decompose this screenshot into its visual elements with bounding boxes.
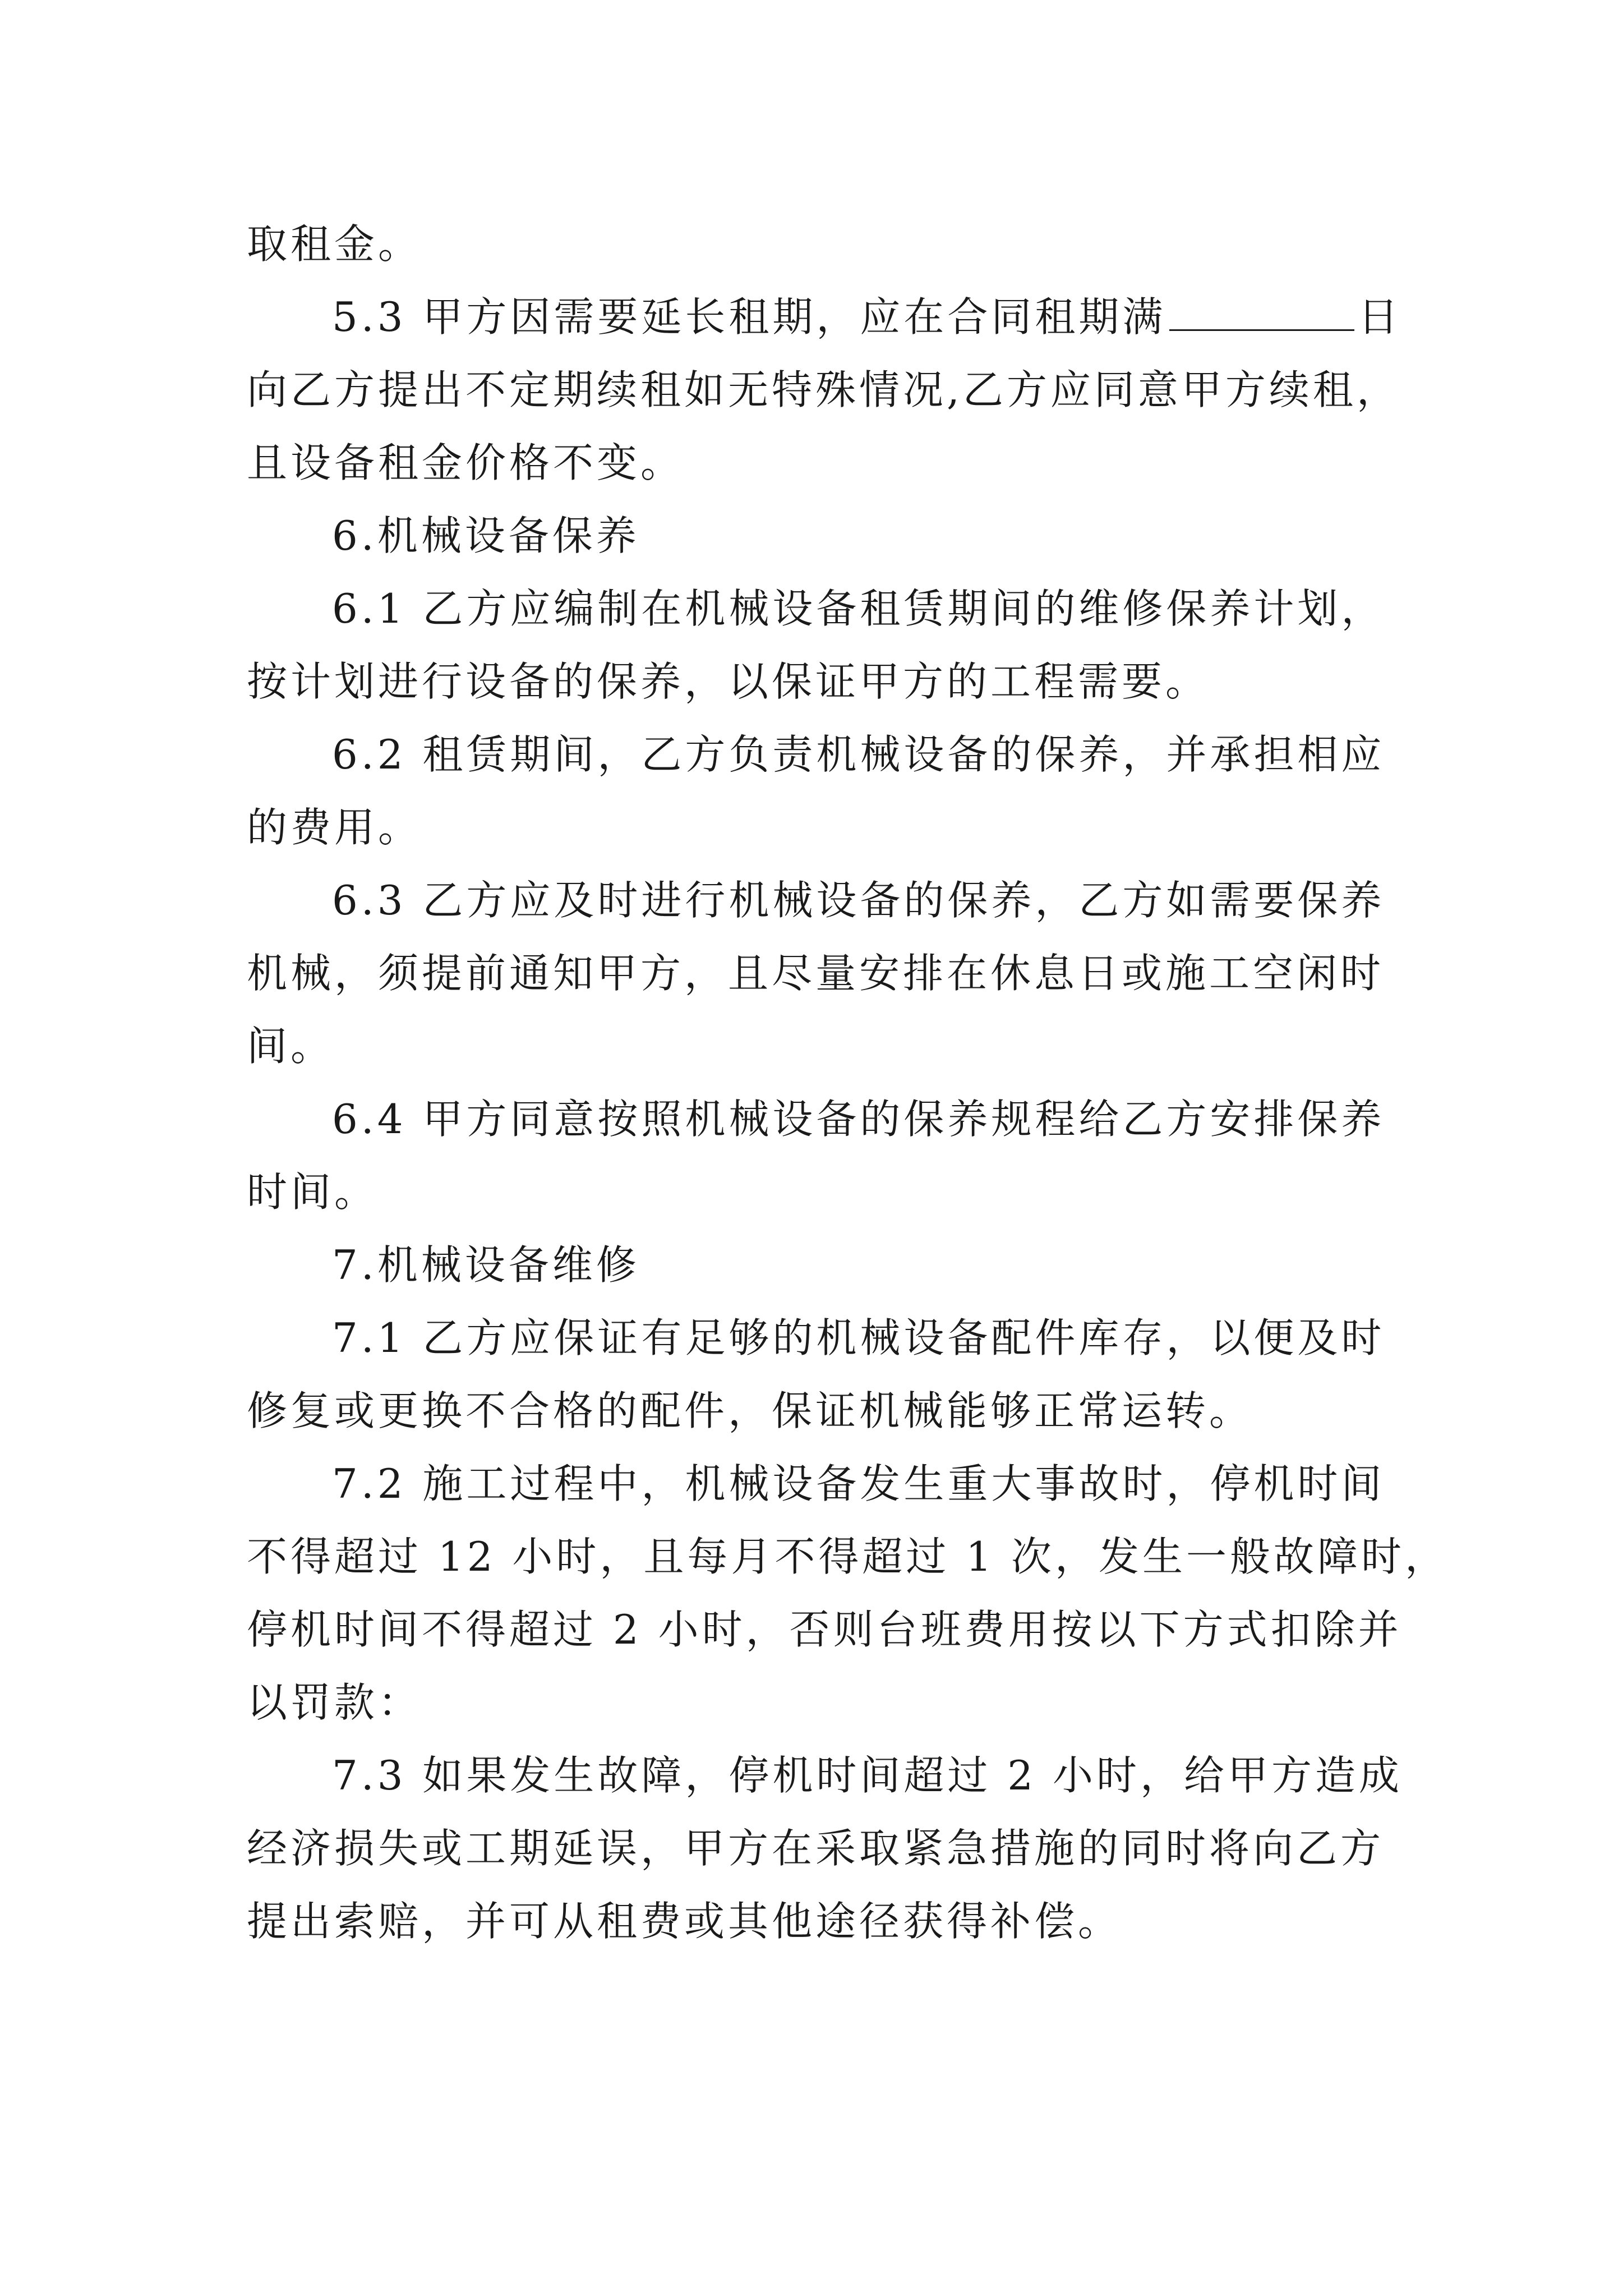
- text-line: [332, 726, 1510, 783]
- fill-in-blank: [1169, 296, 1354, 331]
- text-line: [247, 654, 1424, 710]
- text-line: [247, 1674, 1424, 1731]
- text-line-content: 提出索赔，并可从租费或其他途径获得补偿。: [247, 1898, 1122, 1945]
- text-line-content: 时间。: [247, 1168, 379, 1216]
- text-line: [332, 872, 1510, 928]
- text-line: [247, 945, 1424, 1001]
- text-line-content: 的费用。: [247, 804, 422, 851]
- text-line-content: 修复或更换不合格的配件，保证机械能够正常运转。: [247, 1387, 1253, 1434]
- section-heading: [332, 508, 1510, 564]
- text-line-content: 向乙方提出不定期续租如无特殊情况,乙方应同意甲方续租，: [247, 366, 1400, 413]
- text-line: [247, 1018, 1424, 1074]
- text-line-content: 机械，须提前通知甲方，且尽量安排在休息日或施工空闲时: [247, 950, 1385, 997]
- text-line: [332, 1091, 1510, 1147]
- text-line-content: 6.机械设备保养: [332, 512, 640, 559]
- text-line-content: 不得超过 12 小时，且每月不得超过 1 次，发生一般故障时，: [247, 1533, 1449, 1580]
- text-line-content: 且设备租金价格不变。: [247, 439, 685, 486]
- text-line-content: 7.3 如果发生故障，停机时间超过 2 小时，给甲方造成: [332, 1752, 1403, 1799]
- text-line: [247, 1383, 1424, 1439]
- text-line-content: 6.3 乙方应及时进行机械设备的保养，乙方如需要保养: [332, 877, 1385, 924]
- text-line-content: 6.2 租赁期间，乙方负责机械设备的保养，并承担相应: [332, 731, 1385, 778]
- text-line: [332, 1310, 1510, 1366]
- text-line: [247, 1820, 1424, 1876]
- text-line-content: 经济损失或工期延误，甲方在采取紧急措施的同时将向乙方: [247, 1825, 1385, 1872]
- text-line: [247, 1602, 1424, 1658]
- text-line: [332, 581, 1510, 637]
- text-line-content: 5.3 甲方因需要延长租期，应在合同租期满: [332, 293, 1166, 341]
- text-line: [332, 289, 1510, 345]
- text-line: [332, 1456, 1510, 1512]
- text-line-content: 日: [1358, 293, 1402, 341]
- text-line-content: 间。: [247, 1023, 335, 1070]
- section-heading: [332, 1237, 1510, 1293]
- text-line-content: 按计划进行设备的保养，以保证甲方的工程需要。: [247, 658, 1210, 705]
- text-line: [247, 1529, 1449, 1585]
- text-line-content: 7.1 乙方应保证有足够的机械设备配件库存，以便及时: [332, 1314, 1385, 1361]
- text-line-content: 停机时间不得超过 2 小时，否则台班费用按以下方式扣除并: [247, 1606, 1402, 1653]
- text-line: [247, 1164, 1424, 1220]
- text-line: [247, 362, 1424, 418]
- text-line: [247, 435, 1424, 491]
- text-line-content: 7.机械设备维修: [332, 1241, 640, 1289]
- text-line-content: 6.4 甲方同意按照机械设备的保养规程给乙方安排保养: [332, 1096, 1385, 1143]
- text-line: [247, 216, 1424, 272]
- text-line-content: 7.2 施工过程中，机械设备发生重大事故时，停机时间: [332, 1460, 1385, 1507]
- text-line-content: 取租金。: [247, 220, 422, 268]
- text-line-content: 6.1 乙方应编制在机械设备租赁期间的维修保养计划，: [332, 585, 1385, 632]
- text-line-content: 以罚款：: [247, 1679, 422, 1726]
- text-line: [247, 1893, 1424, 1949]
- text-line: [247, 799, 1424, 855]
- text-line: [332, 1747, 1510, 1803]
